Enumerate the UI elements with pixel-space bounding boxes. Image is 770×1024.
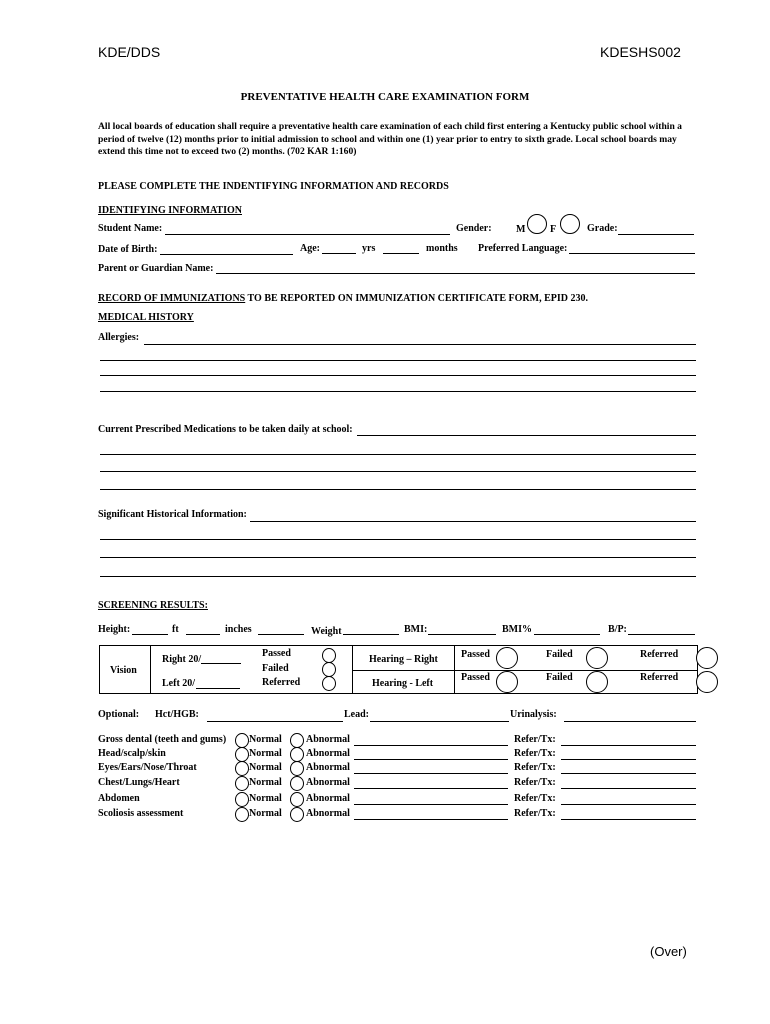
exam-notes-field[interactable]	[354, 819, 508, 820]
form-number: KDESHS002	[600, 44, 681, 60]
allergies-line[interactable]	[100, 391, 696, 392]
height-label: Height:	[98, 624, 131, 635]
gender-female-radio[interactable]	[560, 214, 580, 234]
exam-normal-label: Normal	[249, 793, 282, 804]
student-name-field[interactable]	[165, 234, 450, 235]
exam-normal-label: Normal	[249, 777, 282, 788]
refer-tx-field[interactable]	[561, 773, 696, 774]
dob-label: Date of Birth:	[98, 244, 158, 255]
refer-tx-label: Refer/Tx:	[514, 793, 556, 804]
exam-item-label: Scoliosis assessment	[98, 808, 184, 819]
page-title: PREVENTATIVE HEALTH CARE EXAMINATION FORM	[240, 91, 530, 103]
historical-info-line[interactable]	[100, 557, 696, 558]
hearing-right-referred-label: Referred	[640, 649, 679, 660]
urinalysis-field[interactable]	[564, 721, 696, 722]
historical-info-field[interactable]	[250, 521, 696, 522]
inches-label: inches	[225, 624, 252, 635]
exam-item-label: Chest/Lungs/Heart	[98, 777, 180, 788]
refer-tx-label: Refer/Tx:	[514, 748, 556, 759]
height-extra-field[interactable]	[258, 634, 304, 635]
dob-field[interactable]	[160, 254, 293, 255]
weight-field[interactable]	[343, 634, 399, 635]
hct-hgb-field[interactable]	[207, 721, 343, 722]
allergies-line[interactable]	[100, 375, 696, 376]
form-agency-code: KDE/DDS	[98, 44, 161, 60]
exam-notes-field[interactable]	[354, 804, 508, 805]
exam-abnormal-label: Abnormal	[306, 762, 350, 773]
historical-info-line[interactable]	[100, 539, 696, 540]
refer-tx-label: Refer/Tx:	[514, 808, 556, 819]
hearing-left-referred-radio[interactable]	[696, 671, 718, 693]
guardian-field[interactable]	[216, 273, 695, 274]
exam-notes-field[interactable]	[354, 788, 508, 789]
exam-normal-radio[interactable]	[235, 747, 249, 762]
bmi-label: BMI:	[404, 624, 428, 635]
refer-tx-label: Refer/Tx:	[514, 762, 556, 773]
hearing-right-passed-label: Passed	[461, 649, 490, 660]
refer-tx-field[interactable]	[561, 745, 696, 746]
hearing-right-referred-radio[interactable]	[696, 647, 718, 669]
medications-line[interactable]	[100, 471, 696, 472]
vision-left-field[interactable]	[196, 688, 240, 689]
exam-abnormal-label: Abnormal	[306, 793, 350, 804]
identifying-heading: IDENTIFYING INFORMATION	[98, 205, 242, 216]
exam-item-label: Eyes/Ears/Nose/Throat	[98, 762, 197, 773]
vision-right-field[interactable]	[201, 663, 241, 664]
age-label: Age:	[300, 243, 320, 254]
medications-label: Current Prescribed Medications to be taken daily at school:	[98, 424, 353, 435]
refer-tx-field[interactable]	[561, 804, 696, 805]
optional-label: Optional:	[98, 709, 140, 720]
exam-normal-radio[interactable]	[235, 776, 249, 791]
medical-history-heading: MEDICAL HISTORY	[98, 312, 194, 323]
hct-hgb-label: Hct/HGB:	[155, 709, 199, 720]
exam-abnormal-label: Abnormal	[306, 808, 350, 819]
refer-tx-label: Refer/Tx:	[514, 734, 556, 745]
over-indicator: (Over)	[650, 944, 687, 959]
vision-passed-radio[interactable]	[322, 648, 336, 663]
immunizations-heading: RECORD OF IMMUNIZATIONS	[98, 293, 246, 304]
immunizations-note-text: TO BE REPORTED ON IMMUNIZATION CERTIFICATE FORM, EPID 230.	[245, 293, 588, 304]
exam-notes-field[interactable]	[354, 759, 508, 760]
preferred-language-field[interactable]	[569, 253, 695, 254]
allergies-line[interactable]	[100, 360, 696, 361]
age-months-field[interactable]	[383, 253, 419, 254]
exam-normal-radio[interactable]	[235, 807, 249, 822]
exam-abnormal-radio[interactable]	[290, 776, 304, 791]
instruction-text: PLEASE COMPLETE THE INDENTIFYING INFORMATION AND RECORDS	[98, 181, 449, 192]
immunizations-note	[98, 293, 588, 304]
age-years-field[interactable]	[322, 253, 356, 254]
exam-abnormal-label: Abnormal	[306, 748, 350, 759]
student-name-label: Student Name:	[98, 223, 163, 234]
hearing-right-label: Hearing – Right	[369, 654, 438, 665]
exam-item-label: Head/scalp/skin	[98, 748, 166, 759]
vision-passed-label: Passed	[262, 648, 291, 659]
exam-abnormal-radio[interactable]	[290, 761, 304, 776]
exam-notes-field[interactable]	[354, 773, 508, 774]
feet-label: ft	[172, 624, 179, 635]
gender-label: Gender:	[456, 223, 492, 234]
table-row-divider	[352, 670, 698, 671]
hearing-right-failed-label: Failed	[546, 649, 573, 660]
bmi-field[interactable]	[428, 634, 496, 635]
lead-field[interactable]	[370, 721, 509, 722]
intro-paragraph: All local boards of education shall require a preventative health care examination of each child first entering a Kentucky public school within a period of twelve (12) months prior to initial admission to school and within one (1) year prior to entry to sixth grade. Local school boards may extend this time not to exceed two (2) months. (702 KAR 1:160)	[98, 121, 682, 157]
exam-normal-radio[interactable]	[235, 761, 249, 776]
weight-label: Weight	[311, 626, 342, 637]
bmi-percent-field[interactable]	[534, 634, 600, 635]
years-label: yrs	[362, 243, 376, 254]
vision-referred-label: Referred	[262, 677, 301, 688]
grade-label: Grade:	[587, 223, 618, 234]
exam-item-label: Abdomen	[98, 793, 140, 804]
vision-failed-radio[interactable]	[322, 662, 336, 677]
height-inches-field[interactable]	[186, 634, 220, 635]
exam-abnormal-radio[interactable]	[290, 733, 304, 748]
exam-normal-radio[interactable]	[235, 733, 249, 748]
hearing-right-failed-radio[interactable]	[586, 647, 608, 669]
hearing-left-referred-label: Referred	[640, 672, 679, 683]
vision-left-label: Left 20/	[162, 678, 196, 689]
exam-normal-radio[interactable]	[235, 792, 249, 807]
gender-female-label: F	[550, 224, 557, 235]
refer-tx-field[interactable]	[561, 788, 696, 789]
table-divider	[150, 645, 151, 694]
vision-label: Vision	[110, 665, 137, 676]
exam-abnormal-label: Abnormal	[306, 777, 350, 788]
exam-normal-label: Normal	[249, 734, 282, 745]
exam-normal-label: Normal	[249, 762, 282, 773]
hearing-left-failed-radio[interactable]	[586, 671, 608, 693]
hearing-left-passed-label: Passed	[461, 672, 490, 683]
refer-tx-label: Refer/Tx:	[514, 777, 556, 788]
bmi-percent-label: BMI%	[502, 624, 532, 635]
exam-normal-label: Normal	[249, 808, 282, 819]
exam-normal-label: Normal	[249, 748, 282, 759]
bp-field[interactable]	[628, 634, 695, 635]
hearing-left-failed-label: Failed	[546, 672, 573, 683]
grade-field[interactable]	[618, 234, 694, 235]
urinalysis-label: Urinalysis:	[510, 709, 557, 720]
hearing-left-label: Hearing - Left	[372, 678, 434, 689]
guardian-label: Parent or Guardian Name:	[98, 263, 214, 274]
exam-notes-field[interactable]	[354, 745, 508, 746]
gender-male-label: M	[516, 224, 526, 235]
vision-right-label: Right 20/	[162, 654, 202, 665]
medications-field[interactable]	[357, 435, 696, 436]
allergies-field[interactable]	[144, 344, 696, 345]
vision-failed-label: Failed	[262, 663, 289, 674]
refer-tx-field[interactable]	[561, 759, 696, 760]
exam-item-label: Gross dental (teeth and gums)	[98, 734, 227, 745]
months-label: months	[426, 243, 458, 254]
gender-male-radio[interactable]	[527, 214, 547, 234]
historical-info-label: Significant Historical Information:	[98, 509, 247, 520]
lead-label: Lead:	[344, 709, 369, 720]
refer-tx-field[interactable]	[561, 819, 696, 820]
exam-abnormal-label: Abnormal	[306, 734, 350, 745]
preferred-language-label: Preferred Language:	[478, 243, 568, 254]
bp-label: B/P:	[608, 624, 627, 635]
medications-line[interactable]	[100, 454, 696, 455]
exam-abnormal-radio[interactable]	[290, 807, 304, 822]
allergies-label: Allergies:	[98, 332, 140, 343]
exam-abnormal-radio[interactable]	[290, 747, 304, 762]
vision-referred-radio[interactable]	[322, 676, 336, 691]
hearing-left-passed-radio[interactable]	[496, 671, 518, 693]
hearing-right-passed-radio[interactable]	[496, 647, 518, 669]
medications-line[interactable]	[100, 489, 696, 490]
height-feet-field[interactable]	[132, 634, 168, 635]
exam-abnormal-radio[interactable]	[290, 792, 304, 807]
historical-info-line[interactable]	[100, 576, 696, 577]
screening-heading: SCREENING RESULTS:	[98, 600, 208, 611]
